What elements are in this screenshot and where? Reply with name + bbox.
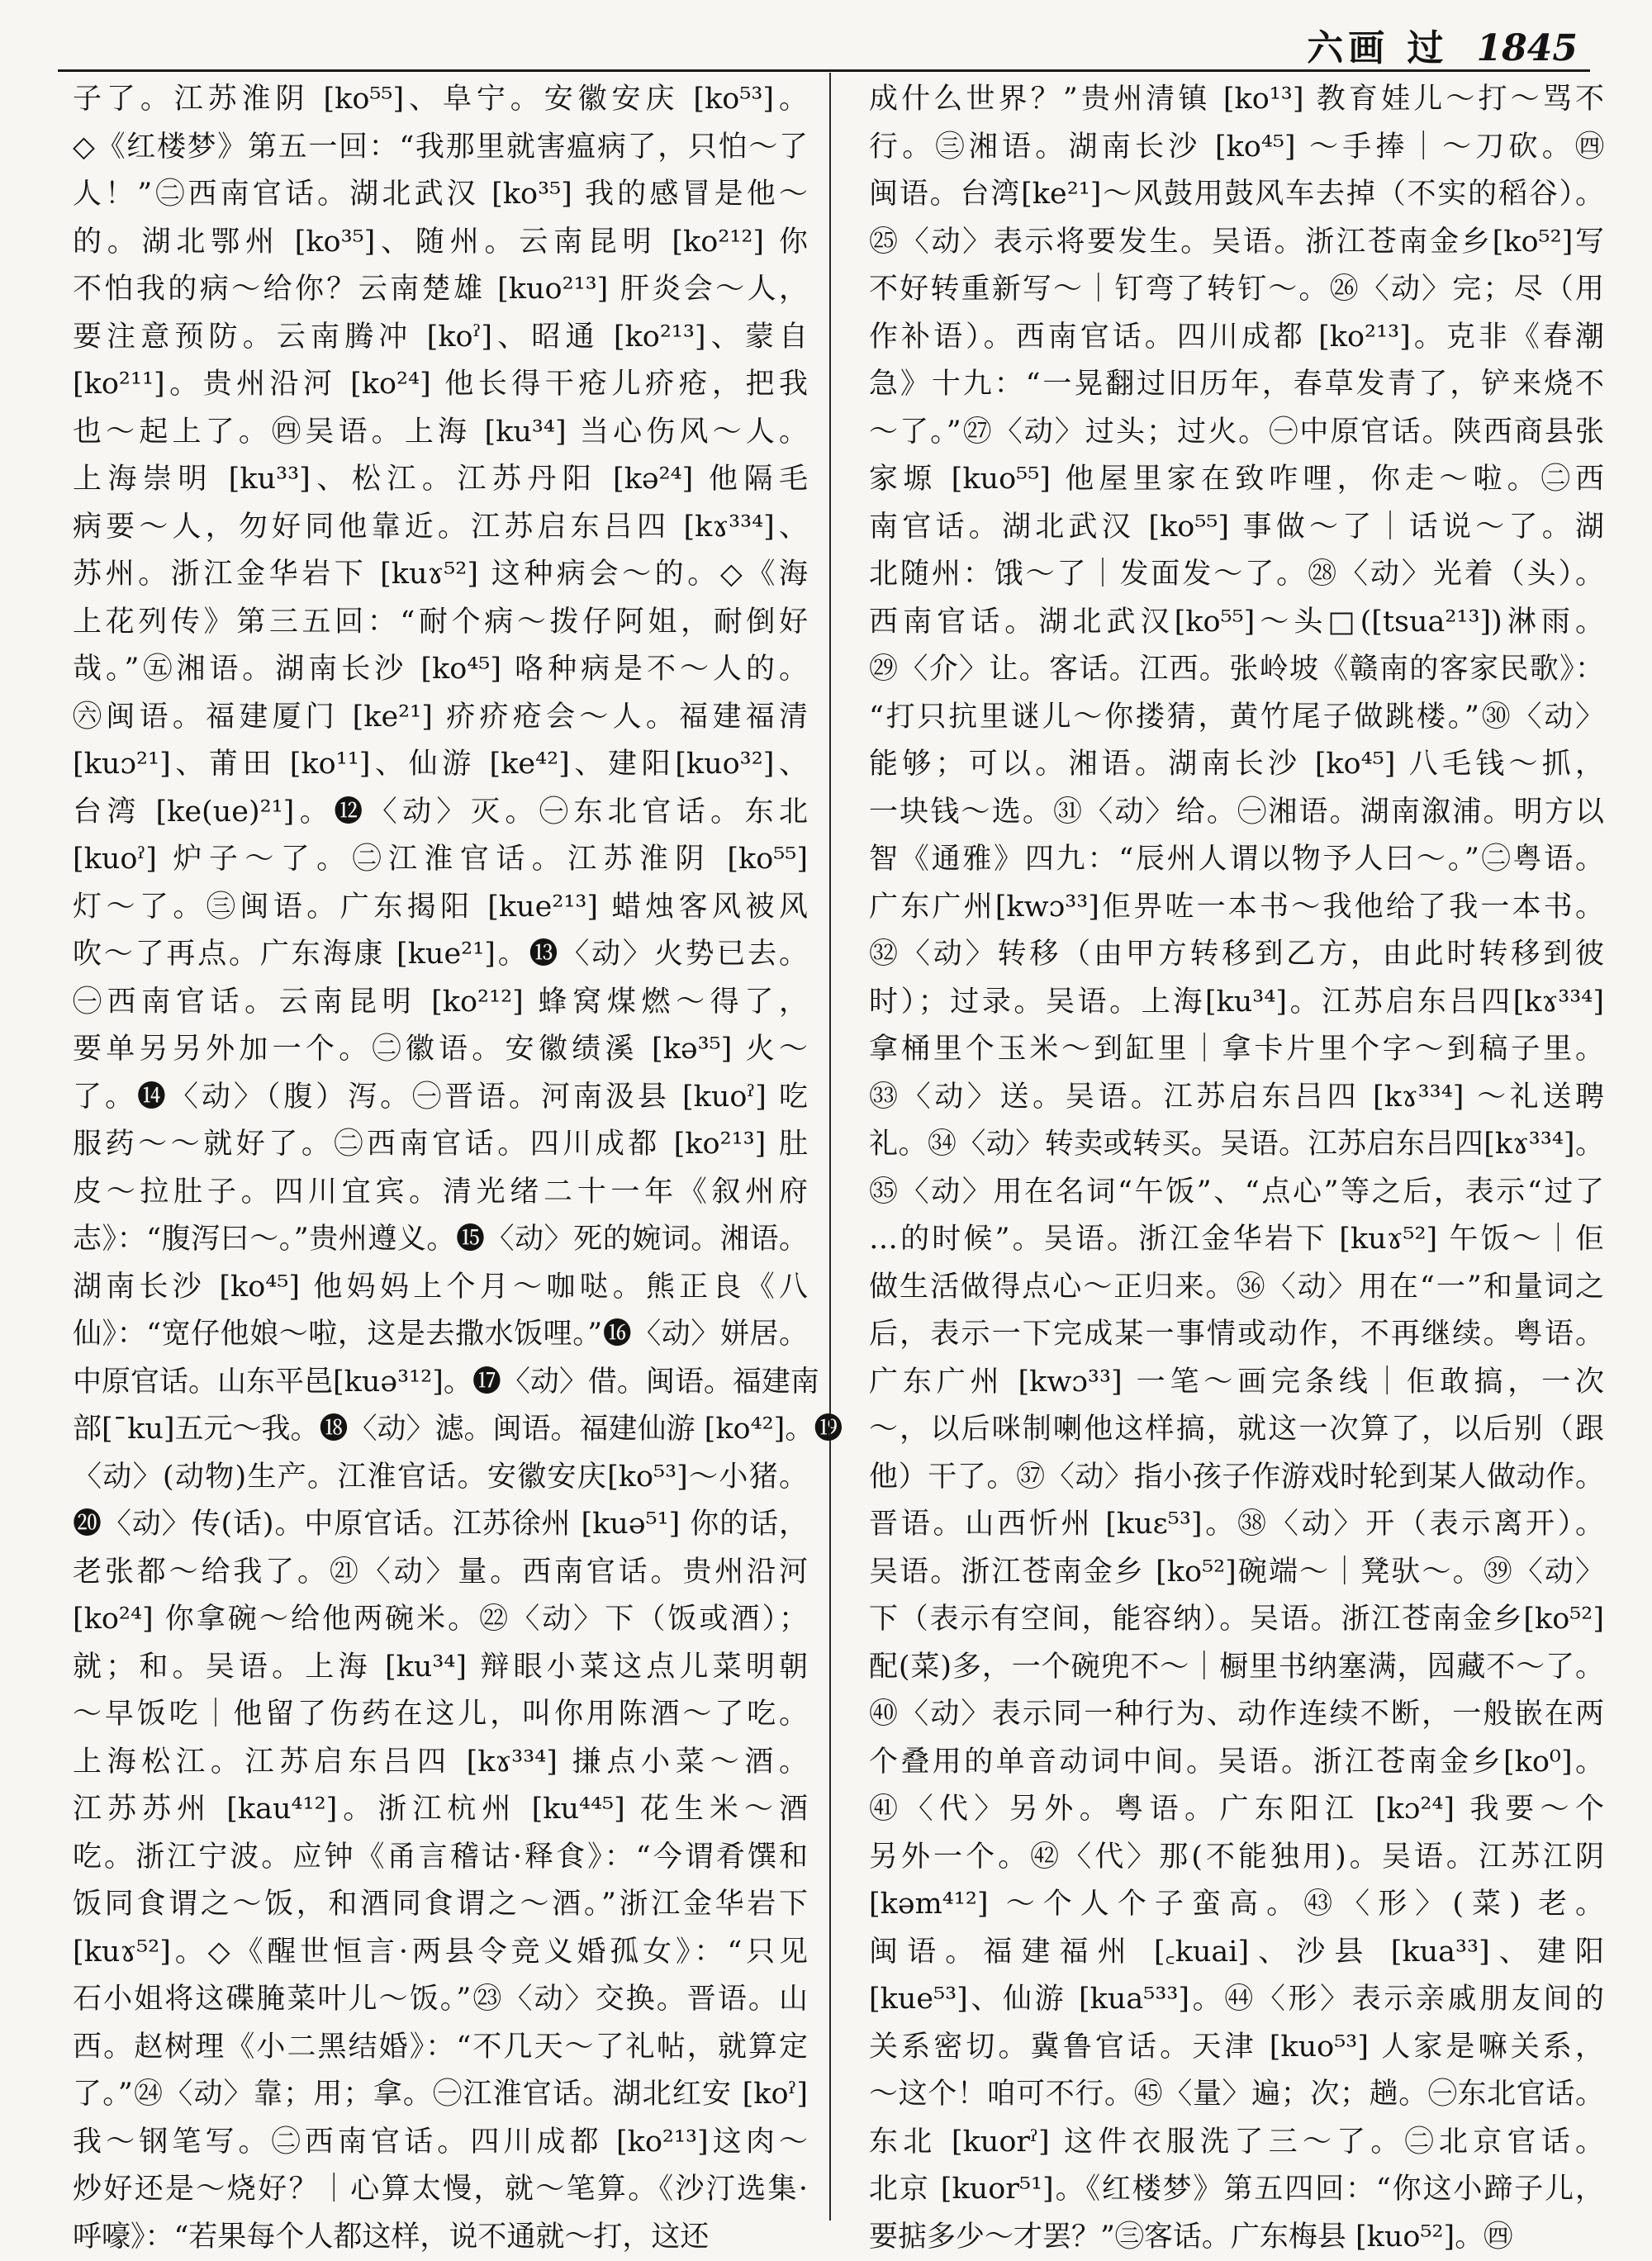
text-line: 做生活做得点心～正归来。㊱〈动〉用在“一”和量词之 bbox=[869, 1264, 1604, 1312]
section-title: 六画 过 bbox=[1307, 18, 1448, 71]
text-line: 湖南长沙 [ko⁴⁵] 他妈妈上个月～咖哒。熊正良《八 bbox=[73, 1264, 808, 1312]
left-column bbox=[73, 76, 808, 2216]
text-line: 礼。㉞〈动〉转卖或转买。吴语。江苏启东吕四[kɤ³³⁴]。 bbox=[869, 1121, 1604, 1169]
text-line: [kue⁵³]、仙游 [kua⁵³³]。㊹〈形〉表示亲戚朋友间的 bbox=[869, 1976, 1604, 2024]
text-line: 老张都～给我了。㉑〈动〉量。西南官话。贵州沿河 bbox=[73, 1549, 808, 1597]
text-line: 广东广州 [kwɔ³³] 一笔～画完条线｜佢敢搞，一次 bbox=[869, 1359, 1604, 1407]
text-line: ㉟〈动〉用在名词“午饭”、“点心”等之后，表示“过了 bbox=[869, 1169, 1604, 1217]
text-line: ㊵〈动〉表示同一种行为、动作连续不断，一般嵌在两 bbox=[869, 1691, 1604, 1739]
text-line: [kuɤ⁵²]。◇《醒世恒言·两县令竞义婚孤女》：“只见 bbox=[73, 1929, 808, 1977]
text-line: 就；和。吴语。上海 [ku³⁴] 辩眼小菜这点儿菜明朝 bbox=[73, 1644, 808, 1692]
text-line: 智《通雅》四九：“辰州人谓以物予人曰～。”㊁粤语。 bbox=[869, 836, 1604, 884]
text-line: [kuoˀ] 炉子～了。㊁江淮官话。江苏淮阴 [ko⁵⁵] bbox=[73, 836, 808, 884]
text-line: 我～钢笔写。㊁西南官话。四川成都 [ko²¹³]这肉～ bbox=[73, 2119, 808, 2167]
text-line: 成什么世界？”贵州清镇 [ko¹³] 教育娃儿～打～骂不 bbox=[869, 76, 1604, 124]
text-line: 灯～了。㊂闽语。广东揭阳 [kue²¹³] 蜡烛客风被风 bbox=[73, 884, 808, 932]
text-line: 闽语。台湾[ke²¹]～风鼓用鼓风车去掉（不实的稻谷）。 bbox=[869, 171, 1604, 219]
text-line: …的时候”。吴语。浙江金华岩下 [kuɤ⁵²] 午饭～｜佢 bbox=[869, 1216, 1604, 1264]
text-line: 志》：“腹泻曰～。”贵州遵义。⓯〈动〉死的婉词。湘语。 bbox=[73, 1216, 808, 1264]
text-line: 拿桶里个玉米～到缸里｜拿卡片里个字～到稿子里。 bbox=[869, 1026, 1604, 1074]
text-line: 配(菜)多，一个碗兜不～｜橱里书纳塞满，囥藏不～了。 bbox=[869, 1644, 1604, 1692]
text-line: ㉙〈介〉让。客话。江西。张岭坡《赣南的客家民歌》： bbox=[869, 646, 1604, 694]
text-line: 晋语。山西忻州 [kuɛ⁵³]。㊳〈动〉开（表示离开）。 bbox=[869, 1501, 1604, 1549]
text-line: [kuɔ²¹]、莆田 [ko¹¹]、仙游 [ke⁴²]、建阳[kuo³²]、 bbox=[73, 741, 808, 789]
text-line: 西。赵树理《小二黑结婚》：“不几天～了礼帖，就算定 bbox=[73, 2024, 808, 2072]
text-line: 了。”㉔〈动〉靠；用；拿。㊀江淮官话。湖北红安 [koˀ] bbox=[73, 2071, 808, 2119]
text-line: ◇《红楼梦》第五一回：“我那里就害瘟病了，只怕～了 bbox=[73, 124, 808, 172]
text-line: 上花列传》第三五回：“耐个病～拨仔阿姐，耐倒好 bbox=[73, 599, 808, 647]
text-line: ㊶〈代〉另外。粤语。广东阳江 [kɔ²⁴] 我要～个 bbox=[869, 1786, 1604, 1834]
text-line: “打只抗里谜儿～你搂猜，黄竹尾子做跳楼。”㉚〈动〉 bbox=[869, 694, 1604, 742]
text-line: 中原官话。山东平邑[kuə³¹²]。⓱〈动〉借。闽语。福建南 bbox=[73, 1359, 808, 1407]
column-divider bbox=[829, 73, 831, 2221]
text-line: 他）干了。㊲〈动〉指小孩子作游戏时轮到某人做动作。 bbox=[869, 1454, 1604, 1502]
text-line: 病要～人，勿好同他靠近。江苏启东吕四 [kɤ³³⁴]、 bbox=[73, 504, 808, 552]
text-line: 人！”㊁西南官话。湖北武汉 [ko³⁵] 我的感冒是他～ bbox=[73, 171, 808, 219]
text-line: 要掂多少～才罢？”㊂客话。广东梅县 [kuo⁵²]。㊃ bbox=[869, 2214, 1604, 2261]
text-line: ㉝〈动〉送。吴语。江苏启东吕四 [kɤ³³⁴] ～礼送聘 bbox=[869, 1074, 1604, 1122]
text-line: 不怕我的病～给你？云南楚雄 [kuo²¹³] 肝炎会～人， bbox=[73, 266, 808, 314]
text-line: 关系密切。冀鲁官话。天津 [kuo⁵³] 人家是嘛关系， bbox=[869, 2024, 1604, 2072]
text-line: 吴语。浙江苍南金乡 [ko⁵²]碗端～｜凳驮～。㊴〈动〉 bbox=[869, 1549, 1604, 1597]
right-column bbox=[869, 76, 1604, 2216]
text-line: 子了。江苏淮阴 [ko⁵⁵]、阜宁。安徽安庆 [ko⁵³]。 bbox=[73, 76, 808, 124]
text-line: 后，表示一下完成某一事情或动作，不再继续。粤语。 bbox=[869, 1311, 1604, 1359]
text-line: 行。㊂湘语。湖南长沙 [ko⁴⁵] ～手捧｜～刀砍。㊃ bbox=[869, 124, 1604, 172]
text-line: 上海崇明 [ku³³]、松江。江苏丹阳 [kə²⁴] 他隔毛 bbox=[73, 456, 808, 504]
text-line: [kəm⁴¹²] ～个人个子蛮高。㊸〈形〉(菜) 老。 bbox=[869, 1881, 1604, 1929]
text-line: 江苏苏州 [kau⁴¹²]。浙江杭州 [ku⁴⁴⁵] 花生米～酒 bbox=[73, 1786, 808, 1834]
text-line: ㊀西南官话。云南昆明 [ko²¹²] 蜂窝煤燃～得了， bbox=[73, 979, 808, 1027]
text-line: 北随州：饿～了｜发面发～了。㉘〈动〉光着（头）。 bbox=[869, 551, 1604, 599]
text-line: 也～起上了。㊃吴语。上海 [ku³⁴] 当心伤风～人。 bbox=[73, 409, 808, 457]
text-line: ～早饭吃｜他留了伤药在这儿，叫你用陈酒～了吃。 bbox=[73, 1691, 808, 1739]
text-line: 作补语）。西南官话。四川成都 [ko²¹³]。克非《春潮 bbox=[869, 314, 1604, 362]
text-line: 皮～拉肚子。四川宜宾。清光绪二十一年《叙州府 bbox=[73, 1169, 808, 1217]
text-line: 苏州。浙江金华岩下 [kuɤ⁵²] 这种病会～的。◇《海 bbox=[73, 551, 808, 599]
text-line: 的。湖北鄂州 [ko³⁵]、随州。云南昆明 [ko²¹²] 你 bbox=[73, 219, 808, 267]
text-line: ⓴〈动〉传(话)。中原官话。江苏徐州 [kuə⁵¹] 你的话， bbox=[73, 1501, 808, 1549]
text-line: 北京 [kuor⁵¹]。《红楼梦》第五四回：“你这小蹄子儿， bbox=[869, 2166, 1604, 2214]
text-line: [ko²⁴] 你拿碗～给他两碗米。㉒〈动〉下（饭或酒）； bbox=[73, 1596, 808, 1644]
text-line: 下（表示有空间，能容纳）。吴语。浙江苍南金乡[ko⁵²] bbox=[869, 1596, 1604, 1644]
text-line: ㉕〈动〉表示将要发生。吴语。浙江苍南金乡[ko⁵²]写 bbox=[869, 219, 1604, 267]
text-line: [ko²¹¹]。贵州沿河 [ko²⁴] 他长得干疮儿疥疮，把我 bbox=[73, 361, 808, 409]
text-line: 要单另另外加一个。㊁徽语。安徽绩溪 [kə³⁵] 火～ bbox=[73, 1026, 808, 1074]
text-line: 家塬 [kuo⁵⁵] 他屋里家在致咋哩，你走～啦。㊁西 bbox=[869, 456, 1604, 504]
text-line: ～，以后咪制喇他这样搞，就这一次算了，以后别（跟 bbox=[869, 1406, 1604, 1454]
text-line: 一块钱～选。㉛〈动〉给。㊀湘语。湖南溆浦。明方以 bbox=[869, 789, 1604, 837]
text-line: 时）；过录。吴语。上海[ku³⁴]。江苏启东吕四[kɤ³³⁴] bbox=[869, 979, 1604, 1027]
text-line: 个叠用的单音动词中间。吴语。浙江苍南金乡[ko⁰]。 bbox=[869, 1739, 1604, 1787]
text-line: 呼嚎》：“若果每个人都这样，说不通就～打，这还 bbox=[73, 2214, 808, 2261]
text-line: 吹～了再点。广东海康 [kue²¹]。⓭〈动〉火势已去。 bbox=[73, 931, 808, 979]
text-line: 西南官话。湖北武汉[ko⁵⁵]～头□([tsua²¹³])淋雨。 bbox=[869, 599, 1604, 647]
page-header bbox=[1307, 18, 1578, 71]
text-line: 仙》：“宽仔他娘～啦，这是去撒水饭哩。”⓰〈动〉姘居。 bbox=[73, 1311, 808, 1359]
text-line: 〈动〉(动物)生产。江淮官话。安徽安庆[ko⁵³]～小猪。 bbox=[73, 1454, 808, 1502]
text-line: ～这个！咱可不行。㊺〈量〉遍；次；趟。㊀东北官话。 bbox=[869, 2071, 1604, 2119]
text-line: ㉜〈动〉转移（由甲方转移到乙方，由此时转移到彼 bbox=[869, 931, 1604, 979]
text-line: 吃。浙江宁波。应钟《甬言稽诂·释食》：“今谓肴馔和 bbox=[73, 1834, 808, 1882]
text-line: 能够；可以。湘语。湖南长沙 [ko⁴⁵] 八毛钱～抓， bbox=[869, 741, 1604, 789]
header-rule bbox=[58, 69, 1590, 72]
text-line: 东北 [kuorˀ] 这件衣服洗了三～了。㊁北京官话。 bbox=[869, 2119, 1604, 2167]
text-line: ～了。”㉗〈动〉过头；过火。㊀中原官话。陕西商县张 bbox=[869, 409, 1604, 457]
text-line: 要注意预防。云南腾冲 [koˀ]、昭通 [ko²¹³]、蒙自 bbox=[73, 314, 808, 362]
text-line: 上海松江。江苏启东吕四 [kɤ³³⁴] 搛点小菜～酒。 bbox=[73, 1739, 808, 1787]
page-number: 1845 bbox=[1477, 27, 1578, 69]
text-line: ㊅闽语。福建厦门 [ke²¹] 疥疥疮会～人。福建福清 bbox=[73, 694, 808, 742]
text-line: 南官话。湖北武汉 [ko⁵⁵] 事做～了｜话说～了。湖 bbox=[869, 504, 1604, 552]
text-line: 闽语。福建福州 [꜀kuai]、沙县 [kua³³]、建阳 bbox=[869, 1929, 1604, 1977]
text-line: 广东广州[kwɔ³³]佢畀咗一本书～我他给了我一本书。 bbox=[869, 884, 1604, 932]
text-line: 了。⓮〈动〉（腹）泻。㊀晋语。河南汲县 [kuoˀ] 吃 bbox=[73, 1074, 808, 1122]
text-line: 饭同食谓之～饭，和酒同食谓之～酒。”浙江金华岩下 bbox=[73, 1881, 808, 1929]
text-line: 不好转重新写～｜钉弯了转钉～。㉖〈动〉完；尽（用 bbox=[869, 266, 1604, 314]
text-line: 另外一个。㊷〈代〉那(不能独用)。吴语。江苏江阴 bbox=[869, 1834, 1604, 1882]
text-line: 哉。”㊄湘语。湖南长沙 [ko⁴⁵] 咯种病是不～人的。 bbox=[73, 646, 808, 694]
text-line: 部[ˉku]五元～我。⓲〈动〉滤。闽语。福建仙游 [ko⁴²]。⓳ bbox=[73, 1406, 808, 1454]
text-line: 服药～～就好了。㊁西南官话。四川成都 [ko²¹³] 肚 bbox=[73, 1121, 808, 1169]
text-line: 台湾 [ke(ue)²¹]。⓬〈动〉灭。㊀东北官话。东北 bbox=[73, 789, 808, 837]
text-line: 炒好还是～烧好？｜心算太慢，就～笔算。《沙汀选集· bbox=[73, 2166, 808, 2214]
text-line: 急》十九：“一晃翻过旧历年，春草发青了，铲来烧不 bbox=[869, 361, 1604, 409]
text-line: 石小姐将这碟腌菜叶儿～饭。”㉓〈动〉交换。晋语。山 bbox=[73, 1976, 808, 2024]
